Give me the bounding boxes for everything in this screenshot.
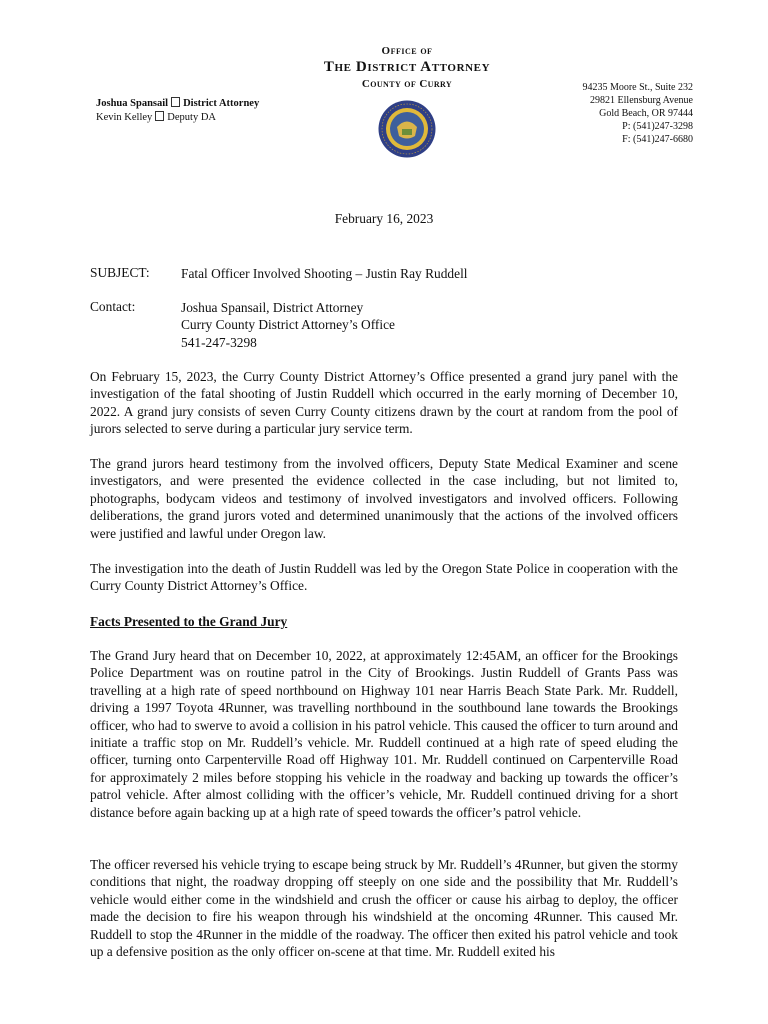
da-role: District Attorney	[183, 98, 260, 109]
paragraph-facts-1: The Grand Jury heard that on December 10, 2022, at approximately 12:45AM, an officer for the Brookings Police Department was on routine patrol in the City of Brookings. Justin Ruddell of Grants Pass was travelling at a high rate of speed northbound on Highway 101 near Harris Beach State Park. Mr. Ruddell, driving a 1997 Toyota 4Runner, was travelling northbound in the southbound lane towards the Brookings officer, who had to swerve to avoid a collision in his patrol vehicle. This caused the officer to turn around and initiate a traffic stop on Mr. Ruddell’s vehicle. Mr. Ruddell continued at a high rate of speed eluding the officer, turning onto Carpenterville Road off Highway 101. Mr. Ruddell continued on Carpenterville Road for approximately 2 miles before stopping his vehicle in the roadway and backing up towards the officer’s patrol vehicle. After almost colliding with the officer’s vehicle, Mr. Ruddell continued driving for a short distance before again backing up at a high rate of speed towards the officer’s patrol vehicle.	[90, 648, 678, 820]
phone-line: P: (541)247-3298	[622, 121, 693, 132]
section-heading-facts: Facts Presented to the Grand Jury	[90, 614, 288, 629]
subject-label: SUBJECT:	[90, 265, 150, 280]
paragraph-investigation: The investigation into the death of Justin Ruddell was led by the Oregon State Police in cooperation with the Curry County District Attorney’s Office.	[90, 561, 678, 594]
contact-name: Joshua Spansail, District Attorney	[181, 300, 364, 315]
staff-block	[96, 97, 259, 125]
address-line: 29821 Ellensburg Avenue	[590, 95, 693, 106]
paragraph-testimony: The grand jurors heard testimony from the involved officers, Deputy State Medical Examiner and scene investigators, and were presented the evidence collected in the case including, but not limited to, photographs, bodycam videos and testimony of involved investigators and involved officers. Following deliberations, the grand jurors voted and determined unanimously that the actions of the involved officers were justified and lawful under Oregon law.	[90, 456, 678, 541]
district-attorney-line	[96, 97, 259, 111]
da-name: Joshua Spansail	[96, 98, 169, 109]
separator-box-icon	[171, 97, 180, 107]
contact-office: Curry County District Attorney’s Office	[181, 317, 395, 333]
letterhead-title: The District Attorney	[323, 59, 491, 75]
office-address	[582, 81, 693, 146]
subject-value: Fatal Officer Involved Shooting – Justin Ray Ruddell	[181, 266, 468, 281]
county-seal-icon	[378, 100, 436, 158]
contact-label: Contact:	[90, 299, 136, 314]
contact-phone: 541-247-3298	[181, 334, 257, 350]
deputy-da-line	[96, 111, 259, 125]
contact-block	[181, 299, 395, 351]
fax-line: F: (541)247-6680	[622, 134, 693, 145]
deputy-role: Deputy DA	[167, 112, 216, 123]
paragraph-grand-jury-intro: On February 15, 2023, the Curry County District Attorney’s Office presented a grand jury panel with the investigation of the fatal shooting of Justin Ruddell which occurred in the early morning of December 10, 2022. A grand jury consists of seven Curry County citizens drawn by the court at random from the pool of jurors selected to serve during a particular jury service term.	[90, 369, 678, 437]
separator-box-icon	[155, 111, 164, 121]
letterhead-office-of: Office of	[381, 45, 433, 57]
letterhead-county: County of Curry	[361, 78, 453, 90]
letter-date: February 16, 2023	[334, 211, 434, 226]
address-line: Gold Beach, OR 97444	[599, 108, 693, 119]
paragraph-facts-2: The officer reversed his vehicle trying to escape being struck by Mr. Ruddell’s 4Runner, but given the stormy conditions that night, the roadway dropping off steeply on one side and the possibility that Mr. Ruddell’s vehicle would either come in the windshield and crush the officer or cause his airbag to deploy, the officer made the decision to fire his weapon through his windshield at the oncoming 4Runner. This caused Mr. Ruddell to stop the 4Runner in the middle of the roadway. The officer then exited his patrol vehicle and took up a defensive position as the only officer on-scene at that time. Mr. Ruddell exited his	[90, 857, 678, 960]
address-line: 94235 Moore St., Suite 232	[582, 82, 693, 93]
deputy-name: Kevin Kelley	[96, 112, 153, 123]
